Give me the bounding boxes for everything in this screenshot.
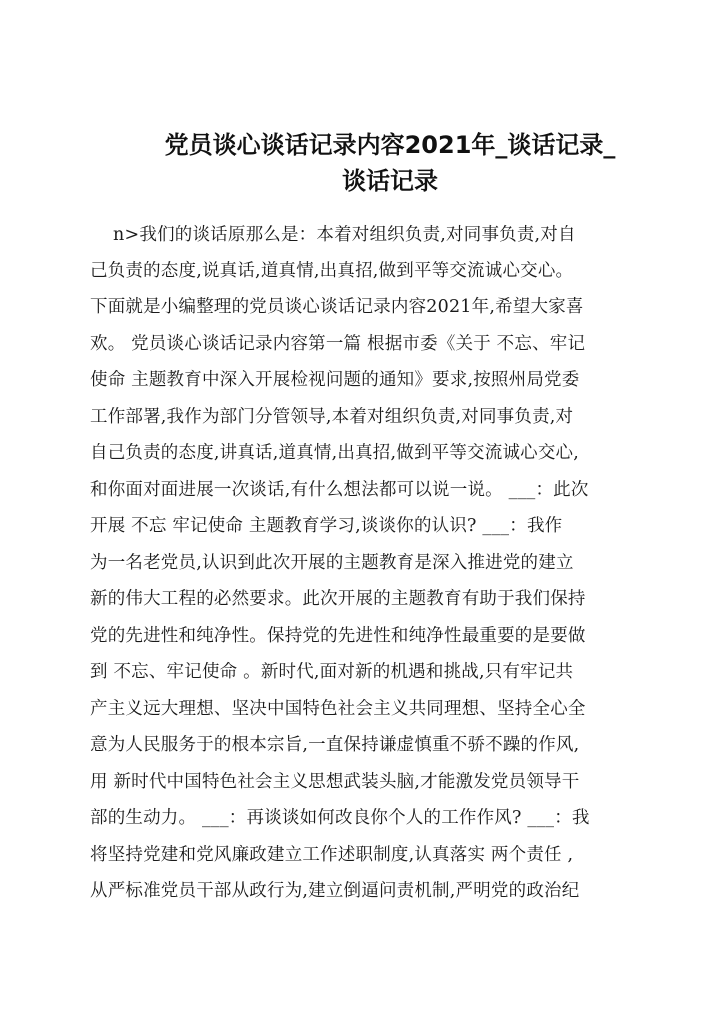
body-line: 部的生动力。 ___：再谈谈如何改良你个人的工作作风? ___：我 — [90, 808, 590, 828]
body-line: 使命 主题教育中深入开展检视问题的通知》要求,按照州局党委 — [90, 370, 580, 390]
body-line: 欢。 党员谈心谈话记录内容第一篇 根据市委《关于 不忘、牢记 — [90, 334, 586, 354]
body-line: 下面就是小编整理的党员谈心谈话记录内容2021年,希望大家喜 — [90, 297, 584, 317]
document-title-line-2: 谈话记录 — [342, 167, 438, 195]
document-title-line-1: 党员谈心谈话记录内容2021年_谈话记录_ — [164, 131, 616, 159]
body-line: 和你面对面进展一次谈话,有什么想法都可以说一说。 ___：此次 — [90, 480, 589, 500]
body-line: 从严标准党员干部从政行为,建立倒逼问责机制,严明党的政治纪 — [90, 881, 580, 901]
body-line: 工作部署,我作为部门分管领导,本着对组织负责,对同事负责,对 — [90, 407, 574, 427]
body-line: 到 不忘、牢记使命 。新时代,面对新的机遇和挑战,只有牢记共 — [90, 662, 574, 682]
body-line: 为一名老党员,认识到此次开展的主题教育是深入推进党的建立 — [90, 553, 574, 573]
body-line: 自己负责的态度,讲真话,道真情,出真招,做到平等交流诚心交心, — [90, 443, 580, 463]
body-line: n>我们的谈话原那么是：本着对组织负责,对同事负责,对自 — [90, 225, 576, 245]
body-line: 己负责的态度,说真话,道真情,出真招,做到平等交流诚心交心。 — [90, 261, 574, 281]
body-line: 党的先进性和纯净性。保持党的先进性和纯净性最重要的是要做 — [90, 626, 586, 646]
body-line: 开展 不忘 牢记使命 主题教育学习,谈谈你的认识? ___：我作 — [90, 516, 563, 536]
body-line: 用 新时代中国特色社会主义思想武装头脑,才能激发党员领导干 — [90, 772, 580, 792]
body-line: 意为人民服务于的根本宗旨,一直保持谦虚慎重不骄不躁的作风, — [90, 735, 580, 755]
body-line: 新的伟大工程的必然要求。此次开展的主题教育有助于我们保持 — [90, 589, 586, 609]
body-line: 将坚持党建和党风廉政建立工作述职制度,认真落实 两个责任 , — [90, 845, 574, 865]
body-line: 产主义远大理想、坚决中国特色社会主义共同理想、坚持全心全 — [90, 699, 586, 719]
